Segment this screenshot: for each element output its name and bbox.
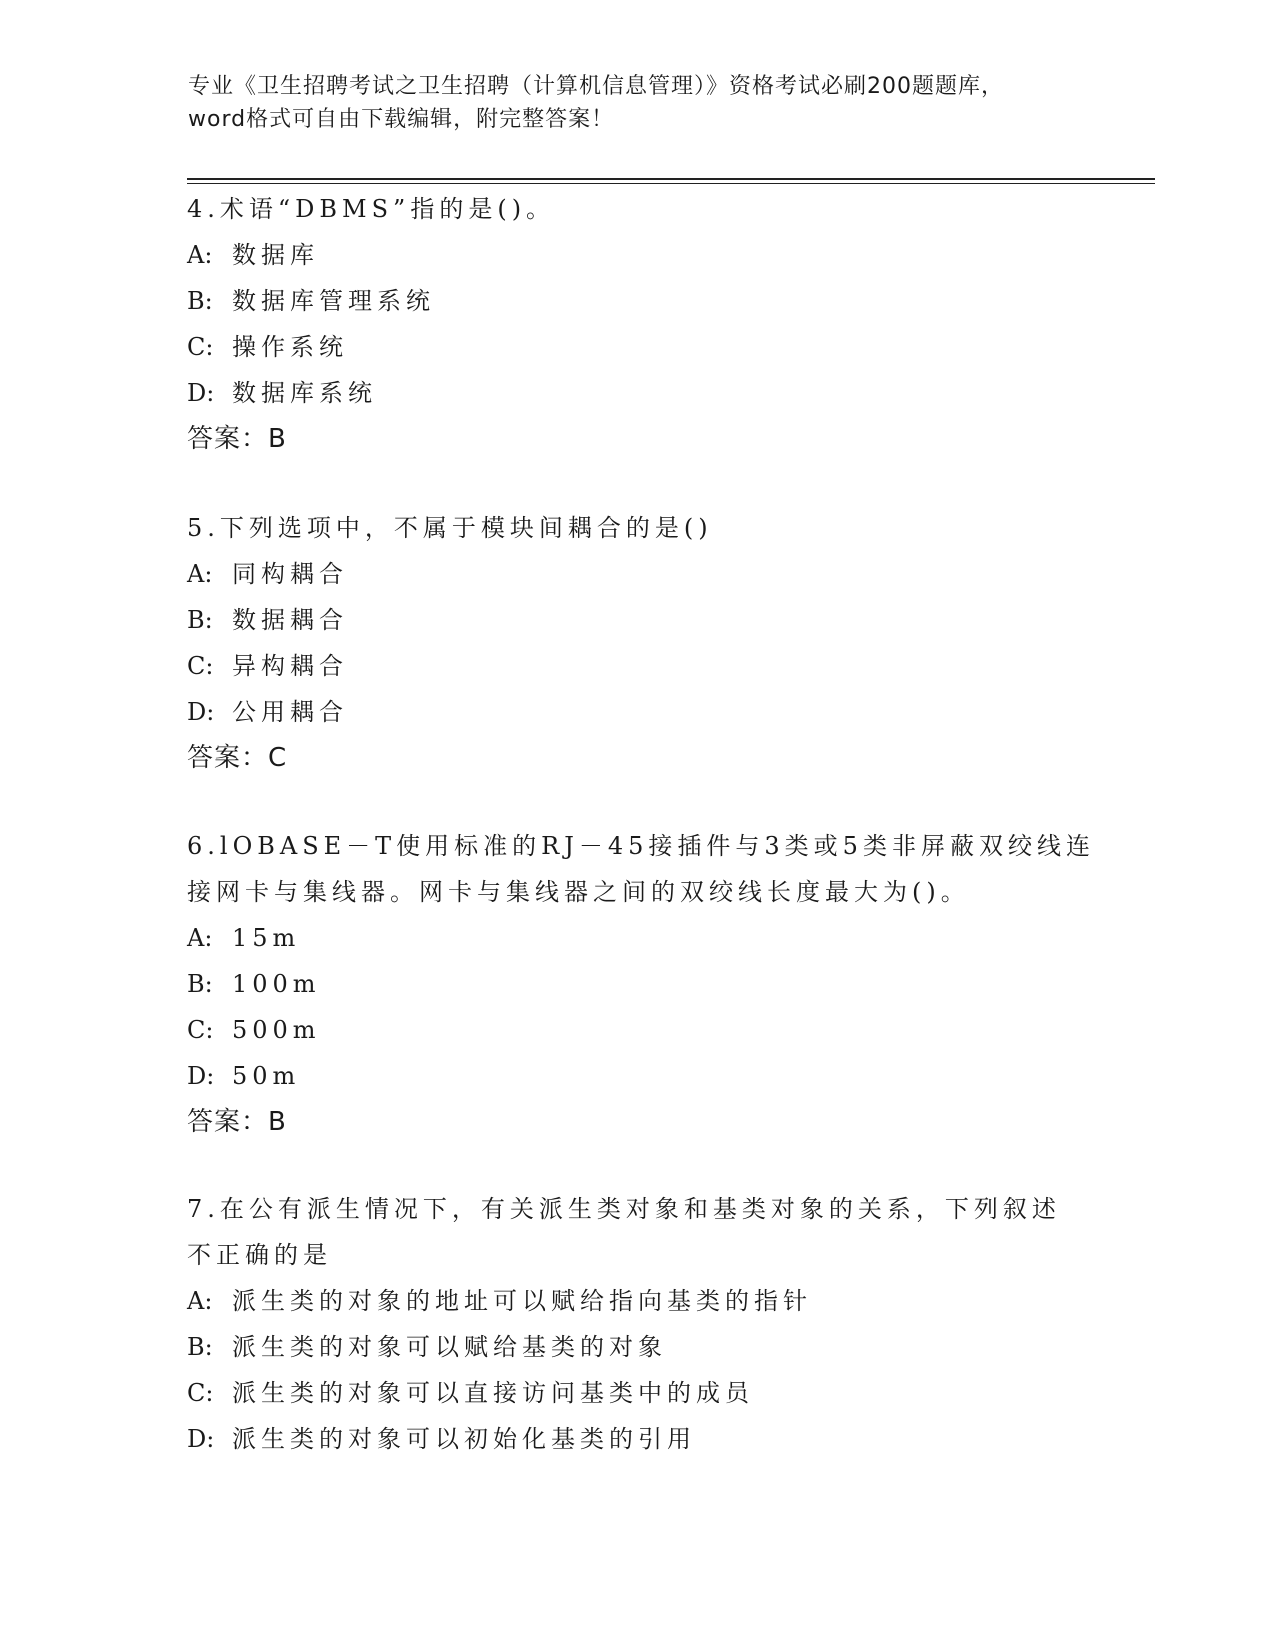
option-d: D: 派生类的对象可以初始化基类的引用 bbox=[187, 1425, 696, 1453]
option-c: C: 异构耦合 bbox=[187, 652, 348, 680]
question-stem-line-1: 7.在公有派生情况下，有关派生类对象和基类对象的关系，下列叙述 bbox=[187, 1195, 1061, 1223]
option-b: B: 数据库管理系统 bbox=[187, 287, 435, 315]
option-d: D: 数据库系统 bbox=[187, 379, 377, 407]
option-a: A: 数据库 bbox=[187, 241, 319, 269]
question-4 bbox=[187, 186, 555, 462]
option-a: A: 15m bbox=[187, 924, 301, 952]
answer: 答案：B bbox=[187, 424, 287, 454]
question-stem-line-2: 接网卡与集线器。网卡与集线器之间的双绞线长度最大为()。 bbox=[187, 878, 970, 906]
option-c: C: 派生类的对象可以直接访问基类中的成员 bbox=[187, 1379, 754, 1407]
option-b: B: 数据耦合 bbox=[187, 606, 348, 634]
option-b: B: 派生类的对象可以赋给基类的对象 bbox=[187, 1333, 667, 1361]
header-line-1: 专业《卫生招聘考试之卫生招聘（计算机信息管理）》资格考试必刷200题题库， bbox=[188, 74, 1004, 99]
question-stem: 5.下列选项中，不属于模块间耦合的是() bbox=[187, 514, 713, 542]
document-header bbox=[188, 70, 1088, 136]
header-divider-thick bbox=[187, 178, 1155, 180]
option-d: D: 公用耦合 bbox=[187, 698, 348, 726]
question-7 bbox=[187, 1186, 1061, 1462]
answer: 答案：B bbox=[187, 1107, 287, 1137]
question-6 bbox=[187, 823, 1095, 1145]
answer: 答案：C bbox=[187, 743, 288, 773]
question-stem-line-2: 不正确的是 bbox=[187, 1241, 332, 1269]
option-b: B: 100m bbox=[187, 970, 321, 998]
option-d: D: 50m bbox=[187, 1062, 301, 1090]
question-5 bbox=[187, 505, 713, 781]
header-divider-thin bbox=[187, 183, 1155, 184]
question-stem: 4.术语“DBMS”指的是()。 bbox=[187, 195, 556, 223]
option-c: C: 操作系统 bbox=[187, 333, 348, 361]
option-c: C: 500m bbox=[187, 1016, 321, 1044]
option-a: A: 派生类的对象的地址可以赋给指向基类的指针 bbox=[187, 1287, 812, 1315]
header-line-2: word格式可自由下载编辑，附完整答案！ bbox=[188, 107, 615, 132]
question-stem-line-1: 6.lOBASE－T使用标准的RJ－45接插件与3类或5类非屏蔽双绞线连 bbox=[187, 832, 1095, 860]
option-a: A: 同构耦合 bbox=[187, 560, 348, 588]
